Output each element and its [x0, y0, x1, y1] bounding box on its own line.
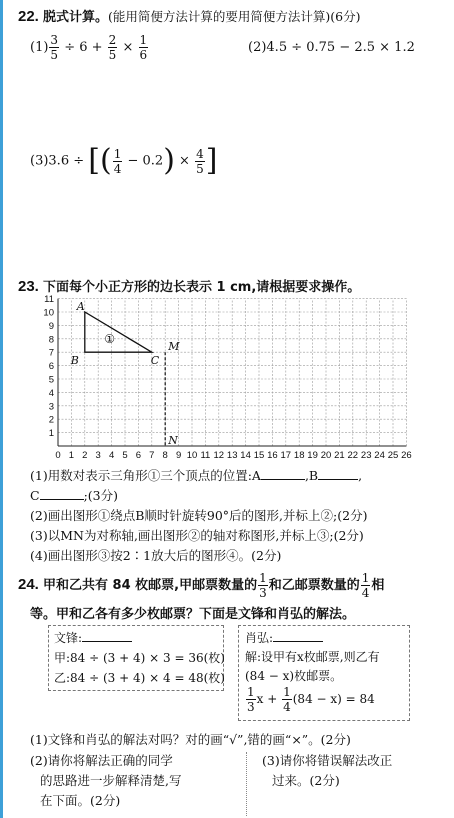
q23-s1-a: (1)用数对表示三角形①三个顶点的位置:A: [30, 468, 261, 483]
point-label-m: M: [168, 340, 180, 354]
q24-line2: 等。甲和乙各有多少枚邮票？下面是文锋和肖弘的解法。: [30, 607, 356, 622]
q22-p1-op1: ÷ 6 +: [64, 40, 103, 55]
q22-p3-mid: − 0.2: [127, 153, 164, 169]
q23-title: 下面每个小正方形的边长表示 1 cm,请根据要求操作。: [43, 280, 361, 295]
x-tick-label: 14: [240, 450, 251, 461]
x-tick-label: 0: [55, 450, 61, 461]
q24-step2-l3: 在下面。(2分): [40, 793, 121, 808]
xiaohong-line1: 解:设甲有x枚邮票,则乙有: [245, 650, 380, 664]
xiaohong-line2: (84 − x)枚邮票。: [245, 669, 343, 683]
q24-line1-b: 和乙邮票数量的: [268, 578, 360, 593]
q22-note: (能用简便方法计算的要用简便方法计算): [108, 9, 331, 24]
y-tick-label: 5: [48, 374, 54, 386]
x-tick-label: 10: [186, 450, 198, 461]
fraction: $\frac{2}{5}$: [108, 33, 117, 62]
y-tick-label: 9: [48, 320, 54, 332]
x-tick-label: 6: [135, 450, 142, 461]
q23-s1-c: C: [30, 488, 40, 503]
x-tick-label: 9: [175, 450, 182, 461]
x-tick-label: 13: [226, 450, 238, 461]
y-tick-label: 7: [48, 347, 54, 359]
x-tick-label: 8: [162, 450, 168, 461]
q23-step2: (2)画出图形①绕点B顺时针旋转90°后的图形,并标上②;(2分): [30, 508, 368, 523]
xiaohong-equation: [245, 686, 403, 713]
x-tick-label: 11: [200, 450, 211, 461]
fraction: $\frac{1}{3}$: [259, 571, 267, 600]
y-tick-label: 8: [48, 334, 54, 346]
x-tick-label: 19: [307, 450, 318, 461]
x-tick-label: 18: [293, 450, 305, 461]
bracket-left: [: [88, 143, 100, 178]
y-tick-label: 3: [48, 401, 54, 413]
y-tick-label: 10: [43, 307, 54, 319]
x-tick-label: 25: [387, 450, 399, 461]
q23-step1: (1)用数对表示三角形①三个顶点的位置:A ,B ,: [30, 468, 363, 483]
q22-part3: [30, 143, 218, 178]
answer-blank-c[interactable]: [40, 499, 84, 500]
shape-label-1: ①: [104, 331, 115, 346]
x-tick-label: 4: [108, 450, 115, 461]
q22-part2: (2)4.5 ÷ 0.75 − 2.5 × 1.2: [248, 40, 415, 55]
q24-step1: (1)文锋和肖弘的解法对吗？对的画“√”,错的画“×”。(2分): [30, 732, 351, 747]
paren-left: (: [99, 143, 112, 178]
q23-header: [18, 276, 360, 295]
x-tick-label: 15: [253, 450, 265, 461]
point-label-n: N: [168, 434, 178, 447]
wenfeng-line2: 乙:84 ÷ (3 + 4) × 4 = 48(枚): [54, 671, 225, 685]
fraction: $\frac{1}{4}$: [361, 571, 370, 600]
q24-line1: [18, 572, 384, 599]
fraction: $\frac{4}{5}$: [196, 146, 204, 176]
q24-line1-c: 相: [371, 578, 385, 593]
eq-end: (84 − x) = 84: [292, 692, 375, 706]
q24-number: 24.: [18, 576, 39, 593]
x-tick-label: 22: [347, 450, 359, 461]
q22-number: 22.: [18, 8, 39, 25]
coordinate-grid: [26, 294, 426, 464]
q22-p1-op2: ×: [122, 40, 134, 55]
y-tick-label: 11: [44, 294, 54, 306]
x-tick-label: 3: [95, 450, 101, 461]
xiaohong-name: 肖弘:: [245, 631, 274, 645]
q22-part1: [30, 34, 149, 61]
fraction: $\frac{1}{4}$: [283, 685, 291, 714]
y-tick-label: 6: [48, 361, 54, 373]
fraction: $\frac{1}{4}$: [113, 146, 122, 176]
answer-blank-a[interactable]: [261, 479, 305, 480]
q22-score: (6分): [330, 9, 361, 24]
column-divider: [246, 752, 247, 816]
q24-step3-l2: 过来。(2分): [272, 773, 340, 788]
q22-p1-label: (1): [30, 40, 49, 55]
x-tick-label: 20: [320, 450, 332, 461]
y-tick-label: 1: [48, 428, 54, 440]
answer-blank-b[interactable]: [318, 479, 358, 480]
q23-step4: (4)画出图形③按2∶1放大后的图形④。(2分): [30, 548, 282, 563]
bracket-right: ]: [205, 143, 218, 178]
wenfeng-name: 文锋:: [54, 631, 83, 645]
page-edge-stripe: [0, 0, 3, 818]
point-label-b: B: [70, 354, 79, 368]
point-label-a: A: [76, 300, 85, 313]
q22-header: [18, 6, 361, 25]
q22-p3-times: ×: [179, 153, 190, 169]
eq-mid: x +: [256, 692, 278, 706]
wenfeng-solution-box: [48, 625, 224, 691]
point-label-c: C: [150, 354, 160, 368]
x-tick-label: 23: [360, 450, 372, 461]
q22-title: 脱式计算。: [43, 10, 109, 25]
q24-step3-l1: (3)请你将错误解法改正: [262, 753, 393, 768]
fraction: $\frac{3}{5}$: [50, 33, 59, 62]
xiaohong-solution-box: [238, 625, 410, 721]
q24-line1-a: 甲和乙共有 84 枚邮票,甲邮票数量的: [43, 578, 258, 593]
x-tick-label: 17: [280, 450, 292, 461]
paren-right: ): [163, 143, 175, 178]
q22-p3-label: (3)3.6 ÷: [30, 153, 85, 169]
q23-number: 23.: [18, 278, 39, 295]
name-underline: [273, 641, 323, 642]
fraction: $\frac{1}{6}$: [139, 33, 148, 62]
x-tick-label: 21: [334, 450, 345, 461]
x-tick-label: 24: [374, 450, 385, 461]
x-tick-label: 7: [149, 450, 155, 461]
x-tick-label: 2: [82, 450, 88, 461]
y-tick-label: 4: [48, 387, 54, 399]
q24-step2-l2: 的思路进一步解释清楚,写: [40, 773, 182, 788]
x-tick-label: 1: [68, 450, 75, 461]
x-tick-label: 5: [122, 450, 128, 461]
triangle-shape-1: [85, 312, 152, 352]
q23-s1-d: ;(3分): [83, 488, 118, 503]
name-underline: [82, 641, 132, 642]
q23-s1-b: ,B: [304, 468, 319, 483]
x-tick-label: 26: [401, 450, 412, 461]
x-tick-label: 12: [213, 450, 225, 461]
fraction: $\frac{1}{3}$: [247, 685, 255, 714]
x-tick-label: 16: [267, 450, 278, 461]
wenfeng-line1: 甲:84 ÷ (3 + 4) × 3 = 36(枚): [54, 651, 225, 665]
y-tick-label: 2: [48, 414, 54, 426]
q23-step1-cont: [30, 486, 118, 504]
q23-step3: (3)以MN为对称轴,画出图形②的轴对称图形,并标上③;(2分): [30, 528, 364, 543]
q24-step2-l1: (2)请你将解法正确的同学: [30, 753, 173, 768]
